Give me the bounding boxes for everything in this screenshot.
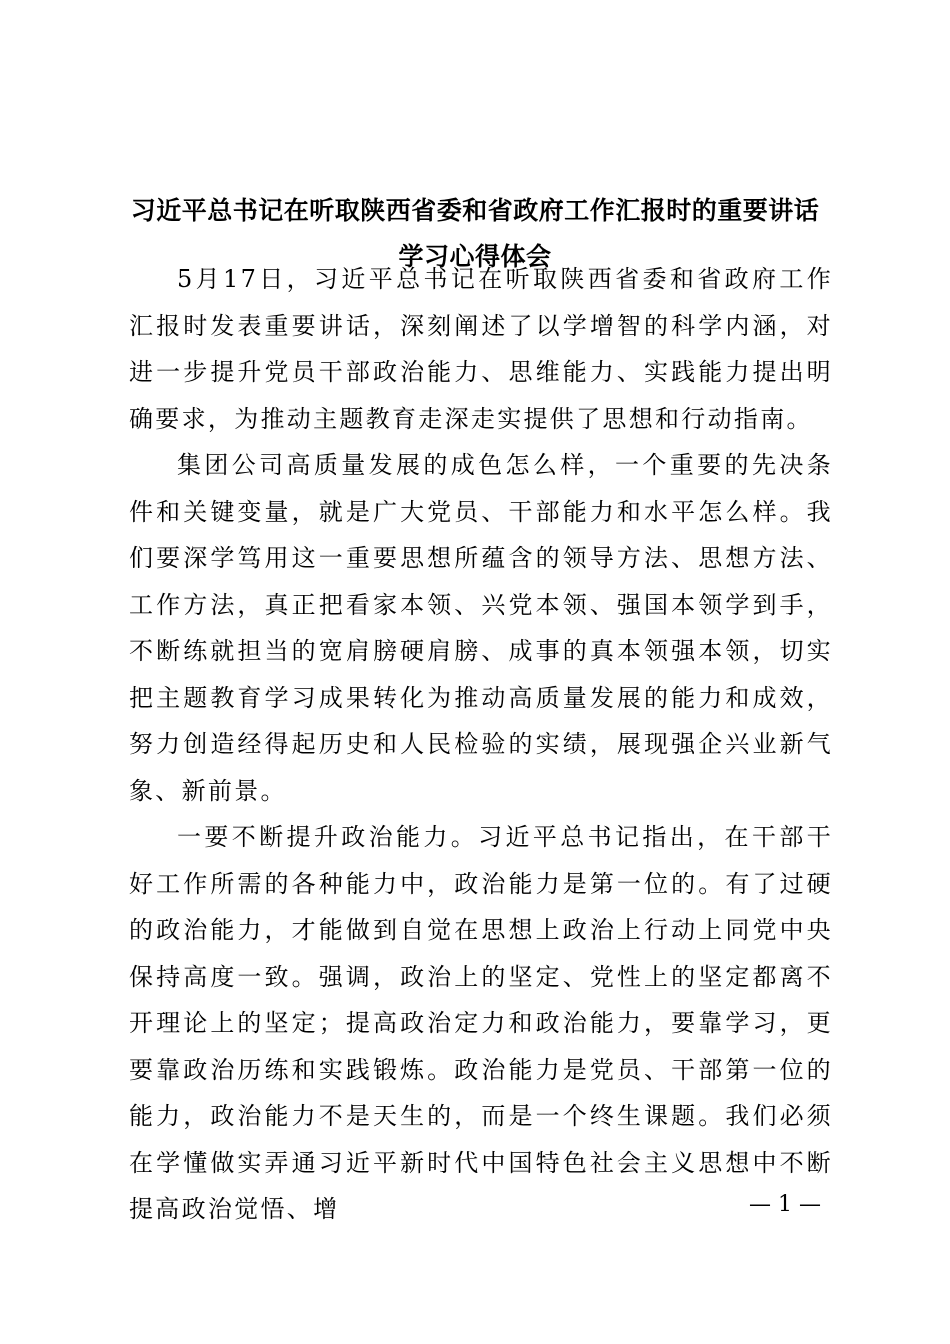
paragraph-3: 一要不断提升政治能力。习近平总书记指出，在干部干好工作所需的各种能力中，政治能力是第一位的。有了过硬的政治能力，才能做到自觉在思想上政治上行动上同党中央保持高度一致。强调，政治上的坚定、党性上的坚定都离不开理论上的坚定；提高政治定力和政治能力，要靠学习，更要靠政治历练和实践锻炼。政治能力是党员、干部第一位的能力，政治能力不是天生的，而是一个终生课题。我们必须在学懂做实弄通习近平新时代中国特色社会主义思想中不断提高政治觉悟、增: [129, 823, 833, 1223]
document-body: [129, 256, 833, 1233]
paragraph-1: 5月17日，习近平总书记在听取陕西省委和省政府工作汇报时发表重要讲话，深刻阐述了以学增智的科学内涵，对进一步提升党员干部政治能力、思维能力、实践能力提出明确要求，为推动主题教育走深走实提供了思想和行动指南。: [129, 265, 833, 433]
document-title: 习近平总书记在听取陕西省委和省政府工作汇报时的重要讲话学习心得体会: [130, 196, 820, 271]
page-number: — 1 —: [749, 1192, 821, 1217]
paragraph-2: 集团公司高质量发展的成色怎么样，一个重要的先决条件和关键变量，就是广大党员、干部能力和水平怎么样。我们要深学笃用这一重要思想所蕴含的领导方法、思想方法、工作方法，真正把看家本领、兴党本领、强国本领学到手，不断练就担当的宽肩膀硬肩膀、成事的真本领强本领，切实把主题教育学习成果转化为推动高质量发展的能力和成效，努力创造经得起历史和人民检验的实绩，展现强企兴业新气象、新前景。: [129, 451, 833, 805]
